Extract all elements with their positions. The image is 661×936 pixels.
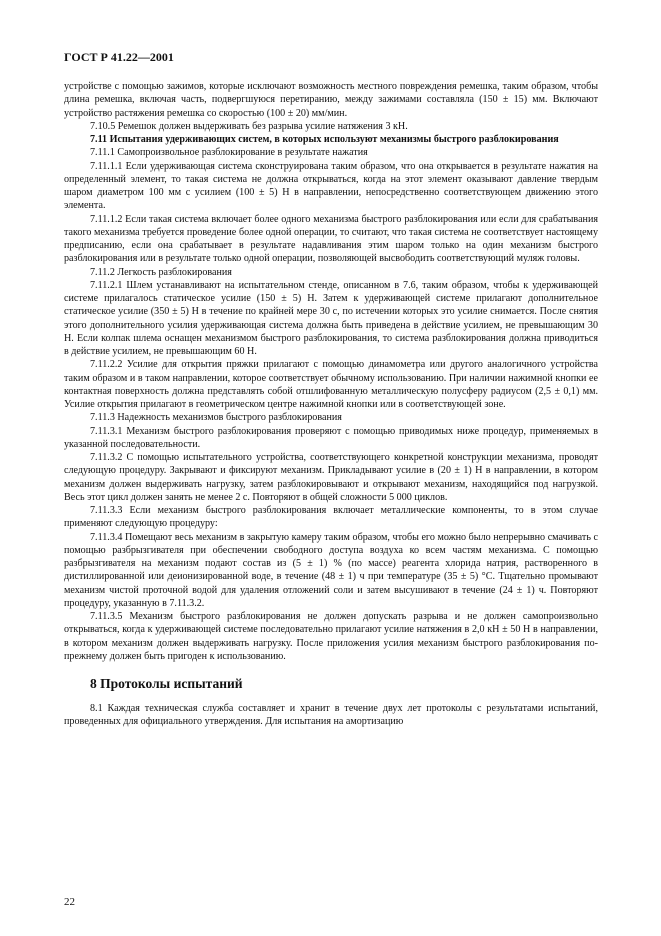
paragraph-7-11-3-4: 7.11.3.4 Помещают весь механизм в закрытую камеру таким образом, чтобы его можно было непрерывно смачивать с помощью разбрызгивателя при обеспечении свободного доступа воздуха ко всем частям механизма. С помощью разбрызгивателя на механизм подают состав из (5 ± 1) % (по массе) реагента хлорида натрия, растворенного в дистиллированной или деионизированной воде, в течение (48 ± 1) ч при температуре (35 ± 5) °С. Тщательно промывают механизм чистой проточной водой для удаления отложений соли и затем высушивают в течение (24 ± 1) ч. Повторяют процедуру, указанную в 7.11.3.2. (64, 531, 598, 609)
paragraph-7-11-3-1: 7.11.3.1 Механизм быстрого разблокирования проверяют с помощью приводимых ниже процедур, применяемых в указанной последовательности. (64, 425, 598, 450)
paragraph-8-1: 8.1 Каждая техническая служба составляет и хранит в течение двух лет протоколы с результатами испытаний, проведенных для официального утверждения. Для испытания на амортизацию (64, 703, 598, 728)
paragraph-7-11-3-5: 7.11.3.5 Механизм быстрого разблокирования не должен допускать разрыва и не должен самопроизвольно открываться, когда к удерживающей системе последовательно прилагают усилие натяжения в 2,0 кН ± 50 Н в направлении, в котором механизм должен выдерживать нагрузку. После приложения усилия механизм быстрого разблокирования по-прежнему должен быть пригоден к использованию. (64, 611, 598, 662)
section-heading-7-11: 7.11 Испытания удерживающих систем, в которых используют механизмы быстрого разблокирования (90, 134, 559, 145)
paragraph-7-11-1: 7.11.1 Самопроизвольное разблокирование в результате нажатия (90, 147, 368, 159)
document-header: ГОСТ Р 41.22—2001 (64, 50, 174, 64)
paragraph-7-11-2: 7.11.2 Легкость разблокирования (90, 266, 232, 278)
paragraph-7-11-3-2: 7.11.3.2 С помощью испытательного устройства, соответствующего конкретной конструкции механизма, проводят следующую процедуру. Закрывают и фиксируют механизм. Прикладывают усилие в (20 ± 1) Н в направлении, в котором механизм должен выдерживать нагрузку, затем разблокировывают и открывают механизм, находящийся под нагрузкой. Весь этот цикл должен занять не менее 2 с. Повторяют в общей сложности 5 000 циклов. (64, 452, 598, 503)
page-number: 22 (64, 896, 75, 908)
paragraph-continuation: устройстве с помощью зажимов, которые исключают возможность местного повреждения ремешка, таким образом, чтобы длина ремешка, включая часть, подвергшуюся перетиранию, между зажимами составляла (150 ± 15) мм. Включают устройство растяжения ремешка со скоростью (100 ± 20) мм/мин. (64, 81, 598, 119)
document-body (64, 80, 598, 729)
paragraph-7-11-2-1: 7.11.2.1 Шлем устанавливают на испытательном стенде, описанном в 7.6, таким образом, чтобы к удерживающей системе прилагалось статическое усилие (150 ± 5) Н. Затем к удерживающей системе прилагают дополнительное статическое усилие (350 ± 5) Н в течение по крайней мере 30 с, по истечении которых это усилие снимается. После снятия этого дополнительного усилия удерживающая система должна быть приведена в действие усилием, не превышающим 30 Н. Если колпак шлема оснащен механизмом быстрого разблокирования, то система разблокирования должна приводиться в действие усилием, не превышающим 60 Н. (64, 279, 598, 357)
paragraph-7-11-2-2: 7.11.2.2 Усилие для открытия пряжки прилагают с помощью динамометра или другого аналогичного устройства таким образом и в таком направлении, которое соответствует обычному использованию. При наличии нажимной кнопки ее контактная поверхность должна представлять собой отшлифованную металлическую полусферу радиусом (2,5 ± 0,1) мм. Усилие открытия прилагают в геометрическом центре нажимной кнопки или в соответствующей зоне. (64, 359, 598, 410)
paragraph-7-11-1-1: 7.11.1.1 Если удерживающая система сконструирована таким образом, что она открывается в результате нажатия на определенный элемент, то такая система не должна открываться, когда на этот элемент оказывают давление твердым шаром диаметром 100 мм с усилием (100 ± 5) Н в направлении, непосредственно соответствующем движению этого элемента. (64, 160, 598, 212)
paragraph-7-10-5: 7.10.5 Ремешок должен выдерживать без разрыва усилие натяжения 3 кН. (90, 120, 408, 132)
section-heading-8: 8 Протоколы испытаний (90, 676, 243, 691)
paragraph-7-11-3: 7.11.3 Надежность механизмов быстрого разблокирования (90, 412, 342, 424)
paragraph-7-11-1-2: 7.11.1.2 Если такая система включает более одного механизма быстрого разблокирования или если для срабатывания такого механизма требуется проведение более одной операции, то считают, что такая система не соответствует настоящему предписанию, если она срабатывает в результате надавливания этим шаром только на один механизм быстрого разблокирования или в результате только одной операции, позволяющей высвободить соответствующий муляж головы. (64, 213, 598, 265)
paragraph-7-11-3-3: 7.11.3.3 Если механизм быстрого разблокирования включает металлические компоненты, то в этом случае применяют следующую процедуру: (64, 505, 598, 530)
